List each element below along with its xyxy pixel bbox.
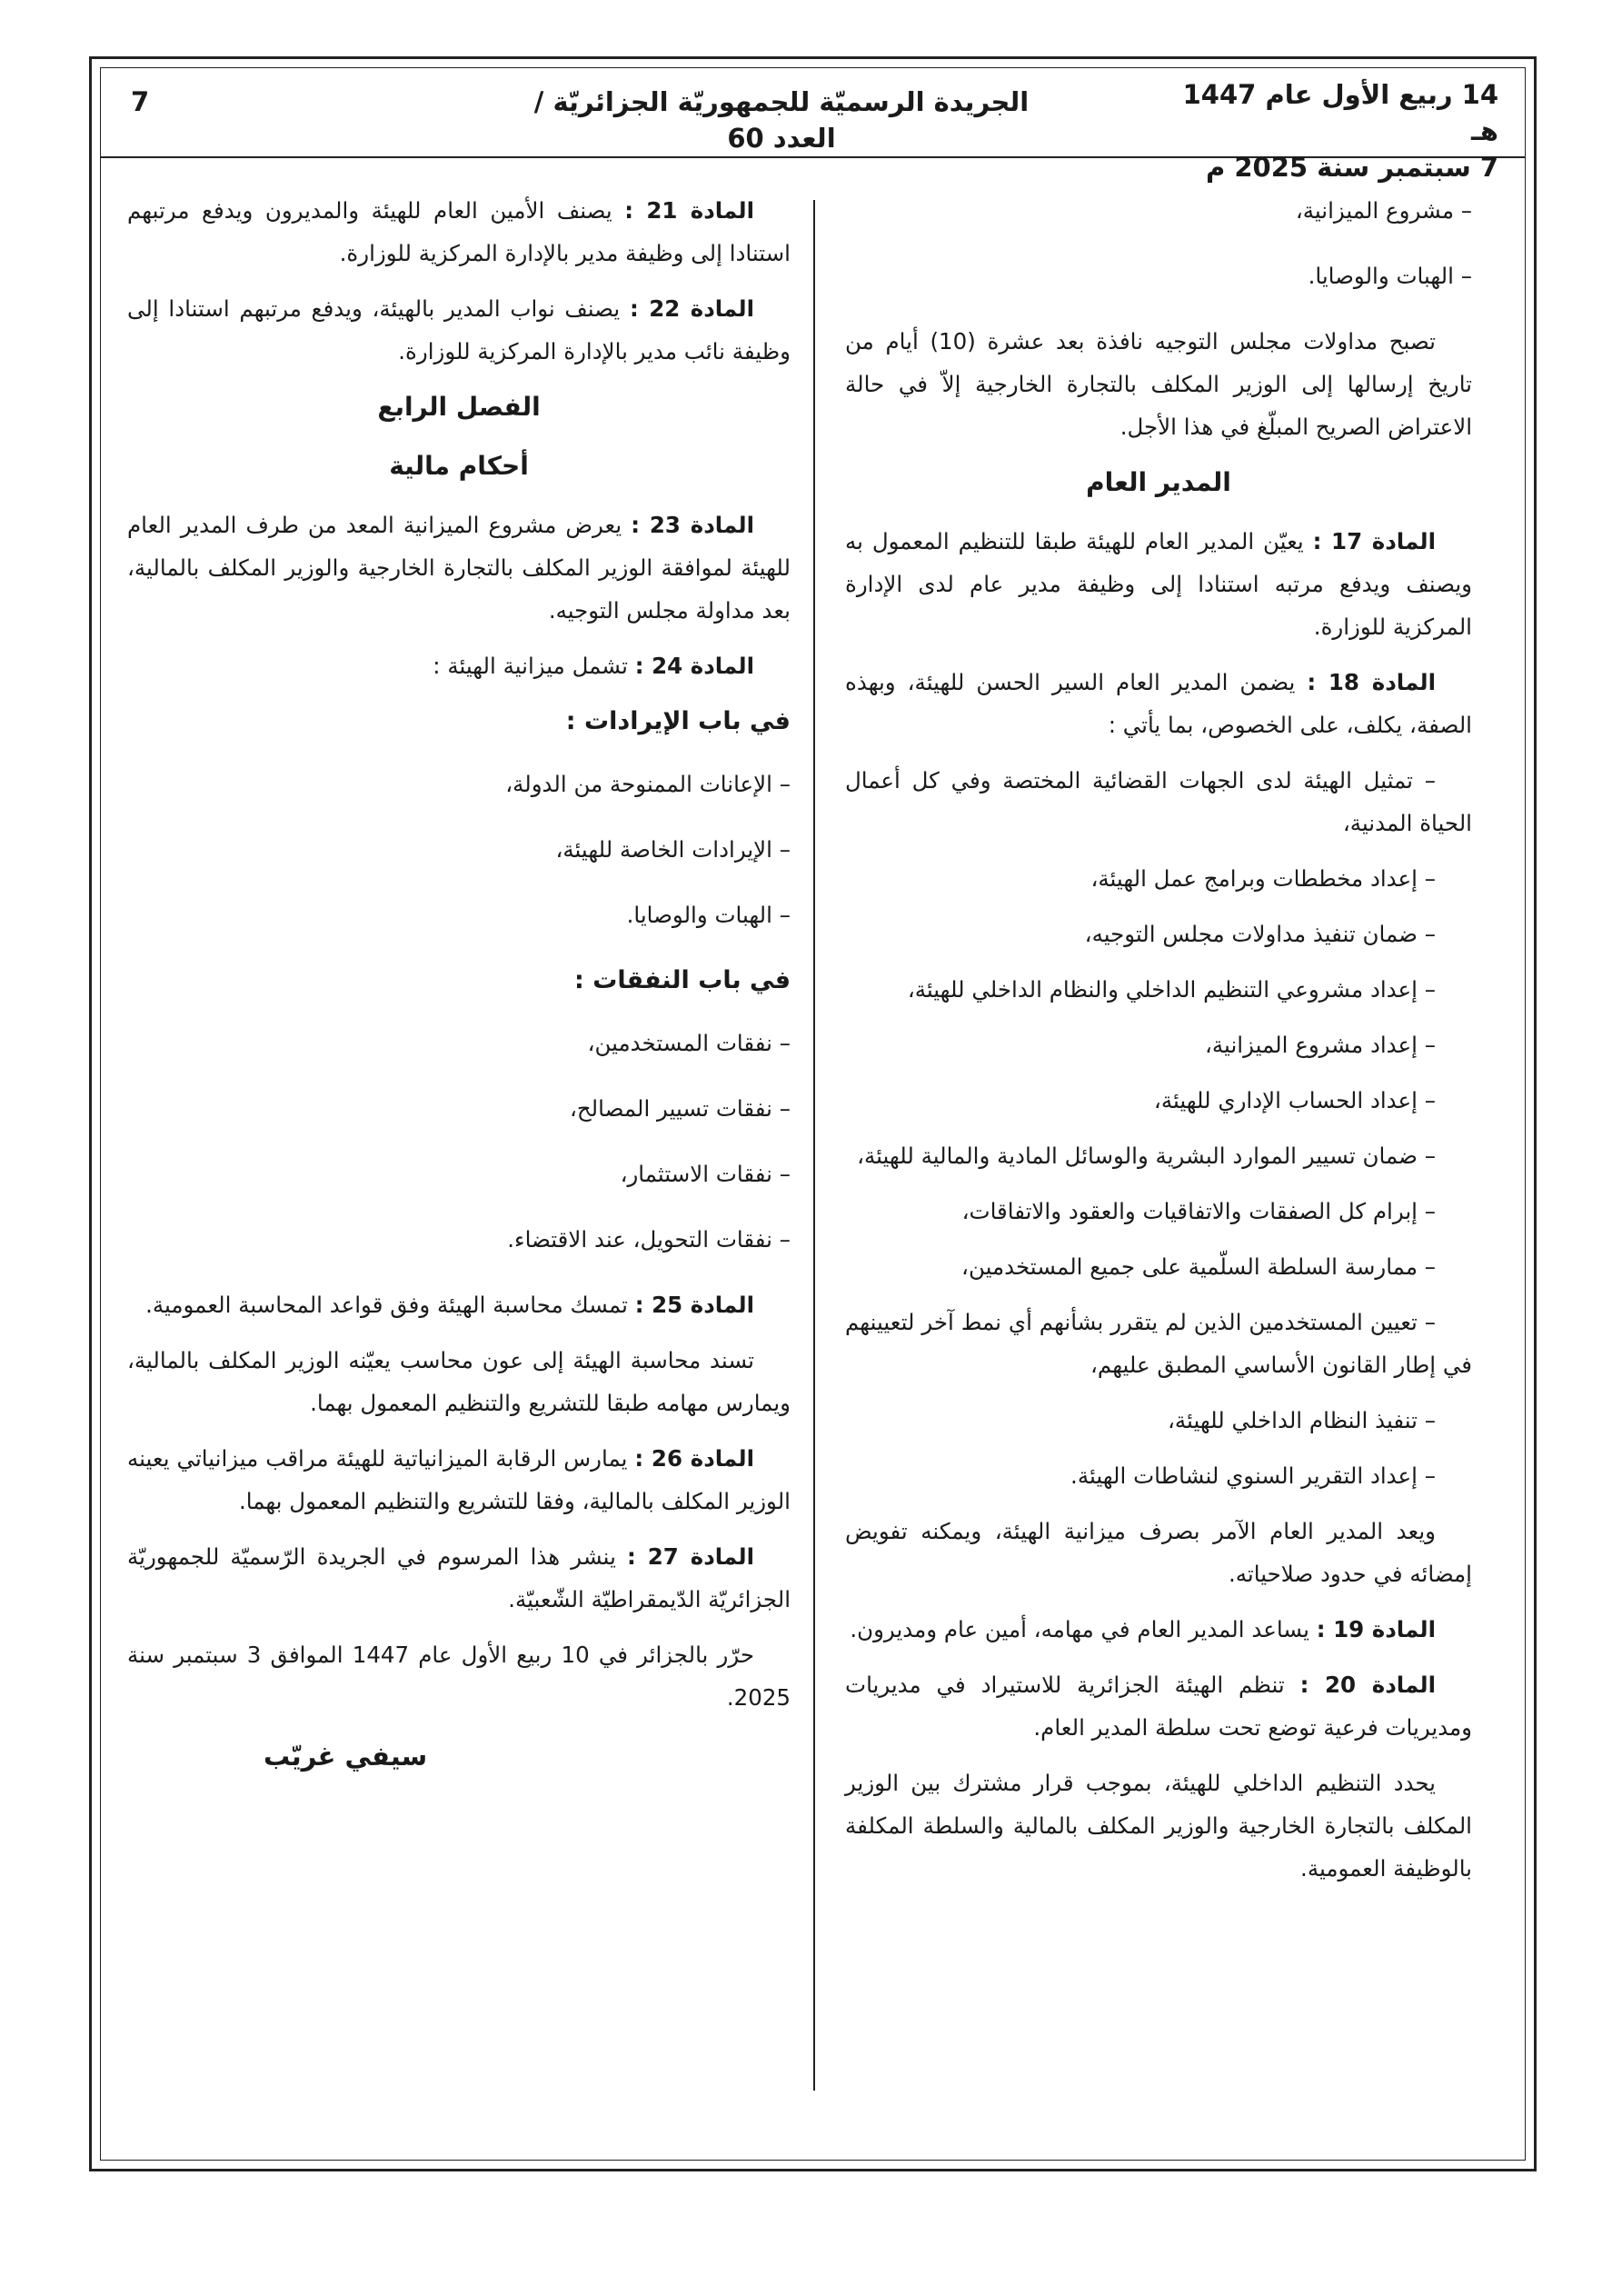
page-number: 7 (131, 86, 150, 117)
list-item: – نفقات تسيير المصالح، (569, 1095, 791, 1122)
expenses-heading: في باب النفقات : (574, 966, 791, 994)
list-item: – إعداد الحساب الإداري للهيئة، (1153, 1087, 1436, 1113)
page-header (100, 67, 1526, 183)
list-item: – الإيرادات الخاصة للهيئة، (555, 836, 791, 863)
article-text: يعرض مشروع الميزانية المعد من طرف المدير العام للهيئة لموافقة الوزير المكلف بالتجارة الخارجية والوزير المكلف بالمالية، بعد مداولة مجلس التوجيه. (127, 512, 791, 624)
article-label: المادة 23 : (631, 512, 754, 538)
article-label: المادة 21 : (624, 197, 754, 224)
article-label: المادة 27 : (627, 1543, 754, 1570)
article-23 (127, 504, 791, 632)
article-label: المادة 20 : (1299, 1672, 1436, 1698)
paragraph-internal-organization: يحدد التنظيم الداخلي للهيئة، بموجب قرار مشترك بين الوزير المكلف بالتجارة الخارجية والوزير المكلف بالمالية والسلطة المكلفة بالوظيفة العمومية. (845, 1770, 1472, 1882)
list-item: – إعداد مخططات وبرامج عمل الهيئة، (1090, 865, 1436, 892)
header-date-gregorian: 7 سبتمبر سنة 2025 م (1205, 152, 1498, 183)
article-label: المادة 24 : (634, 653, 754, 679)
article-label: المادة 19 : (1316, 1616, 1436, 1642)
list-item: – إعداد مشروع الميزانية، (1205, 1032, 1436, 1058)
list-item: – الهبات والوصايا. (626, 902, 791, 928)
chapter-heading: الفصل الرابع (377, 392, 541, 422)
revenues-heading: في باب الإيرادات : (565, 707, 791, 735)
list-item: – نفقات الاستثمار، (620, 1161, 791, 1187)
list-item: – إبرام كل الصفقات والاتفاقيات والعقود والاتفاقات، (961, 1198, 1436, 1224)
list-item: – تعيين المستخدمين الذين لم يتقرر بشأنهم أي نمط آخر لتعيينهم في إطار القانون الأساسي المطبق عليهم، (845, 1309, 1472, 1378)
column-divider (813, 200, 815, 2091)
article-text: يصنف الأمين العام للهيئة والمديرون ويدفع مرتبهم استنادا إلى وظيفة مدير بالإدارة المركزية للوزارة. (127, 197, 791, 266)
article-20 (845, 1663, 1472, 1749)
left-column (127, 189, 791, 1778)
article-label: المادة 26 : (634, 1445, 755, 1472)
article-27 (127, 1535, 791, 1621)
list-item: – الهبات والوصايا. (1308, 263, 1472, 289)
list-item: – تنفيذ النظام الداخلي للهيئة، (1168, 1407, 1436, 1433)
article-22 (127, 287, 791, 373)
article-label: المادة 18 : (1307, 669, 1436, 695)
article-text: يمارس الرقابة الميزانياتية للهيئة مراقب ميزانياتي يعينه الوزير المكلف بالمالية، وفقا للتشريع والتنظيم المعمول بهما. (127, 1445, 791, 1514)
list-item: – إعداد التقرير السنوي لنشاطات الهيئة. (1070, 1462, 1436, 1489)
header-date (1171, 76, 1498, 185)
list-item: – مشروع الميزانية، (1295, 197, 1472, 224)
header-title: الجريدة الرسميّة للجمهوريّة الجزائريّة / العدد 60 (533, 86, 1030, 154)
article-text: تمسك محاسبة الهيئة وفق قواعد المحاسبة العمومية. (145, 1292, 635, 1318)
chapter-title: أحكام مالية (389, 451, 529, 481)
header-date-hijri: 14 ربيع الأول عام 1447 هـ (1182, 79, 1498, 146)
article-21 (127, 189, 791, 275)
list-item: – ممارسة السلطة السلّمية على جميع المستخدمين، (961, 1253, 1436, 1280)
list-item: – ضمان تسيير الموارد البشرية والوسائل المادية والمالية للهيئة، (857, 1143, 1436, 1169)
article-19 (845, 1608, 1472, 1651)
article-text: تنظم الهيئة الجزائرية للاستيراد في مديريات ومديريات فرعية توضع تحت سلطة المدير العام. (845, 1672, 1472, 1741)
list-item: – نفقات التحويل، عند الاقتضاء. (507, 1226, 791, 1253)
article-18 (845, 661, 1472, 746)
article-text: يضمن المدير العام السير الحسن للهيئة، وبهذه الصفة، يكلف، على الخصوص، بما يأتي : (845, 669, 1472, 738)
article-26 (127, 1437, 791, 1522)
article-label: المادة 17 : (1312, 528, 1437, 554)
paragraph-ordonnateur: ويعد المدير العام الآمر بصرف ميزانية الهيئة، ويمكنه تفويض إمضائه في حدود صلاحياته. (845, 1518, 1472, 1587)
article-text: ينشر هذا المرسوم في الجريدة الرّسميّة للجمهوريّة الجزائريّة الدّيمقراطيّة الشّعبيّة. (127, 1543, 791, 1612)
signature: سيفي غريّب (264, 1741, 428, 1772)
section-heading-director-general: المدير العام (1086, 467, 1231, 497)
list-item: – تمثيل الهيئة لدى الجهات القضائية المختصة وفي كل أعمال الحياة المدنية، (845, 767, 1472, 836)
article-text: يساعد المدير العام في مهامه، أمين عام ومديرون. (850, 1616, 1317, 1642)
article-25 (127, 1283, 791, 1326)
article-17 (845, 520, 1472, 648)
done-at: حرّر بالجزائر في 10 ربيع الأول عام 1447 الموافق 3 سبتمبر سنة 2025. (127, 1642, 791, 1711)
right-column (845, 189, 1472, 1902)
article-label: المادة 25 : (634, 1292, 754, 1318)
list-item: – نفقات المستخدمين، (587, 1030, 791, 1056)
list-item: – الإعانات الممنوحة من الدولة، (505, 771, 791, 797)
list-item: – ضمان تنفيذ مداولات مجلس التوجيه، (1084, 921, 1436, 947)
paragraph-board-deliberations: تصبح مداولات مجلس التوجيه نافذة بعد عشرة (10) أيام من تاريخ إرسالها إلى الوزير المكلف بالتجارة الخارجية إلاّ في حالة الاعتراض الصريح المبلّغ في هذا الأجل. (845, 328, 1472, 440)
article-text: يعيّن المدير العام للهيئة طبقا للتنظيم المعمول به ويصنف ويدفع مرتبه استنادا إلى وظيفة مدير عام لدى الإدارة المركزية للوزارة. (845, 528, 1472, 640)
article-label: المادة 22 : (629, 295, 755, 322)
list-item: – إعداد مشروعي التنظيم الداخلي والنظام الداخلي للهيئة، (907, 976, 1436, 1003)
paragraph-accountant: تسند محاسبة الهيئة إلى عون محاسب يعيّنه الوزير المكلف بالمالية، ويمارس مهامه طبقا للتشريع والتنظيم المعمول بهما. (127, 1347, 791, 1416)
article-text: يصنف نواب المدير بالهيئة، ويدفع مرتبهم استنادا إلى وظيفة نائب مدير بالإدارة المركزية للوزارة. (127, 295, 791, 364)
article-24 (127, 644, 791, 687)
article-text: تشمل ميزانية الهيئة : (433, 653, 635, 679)
